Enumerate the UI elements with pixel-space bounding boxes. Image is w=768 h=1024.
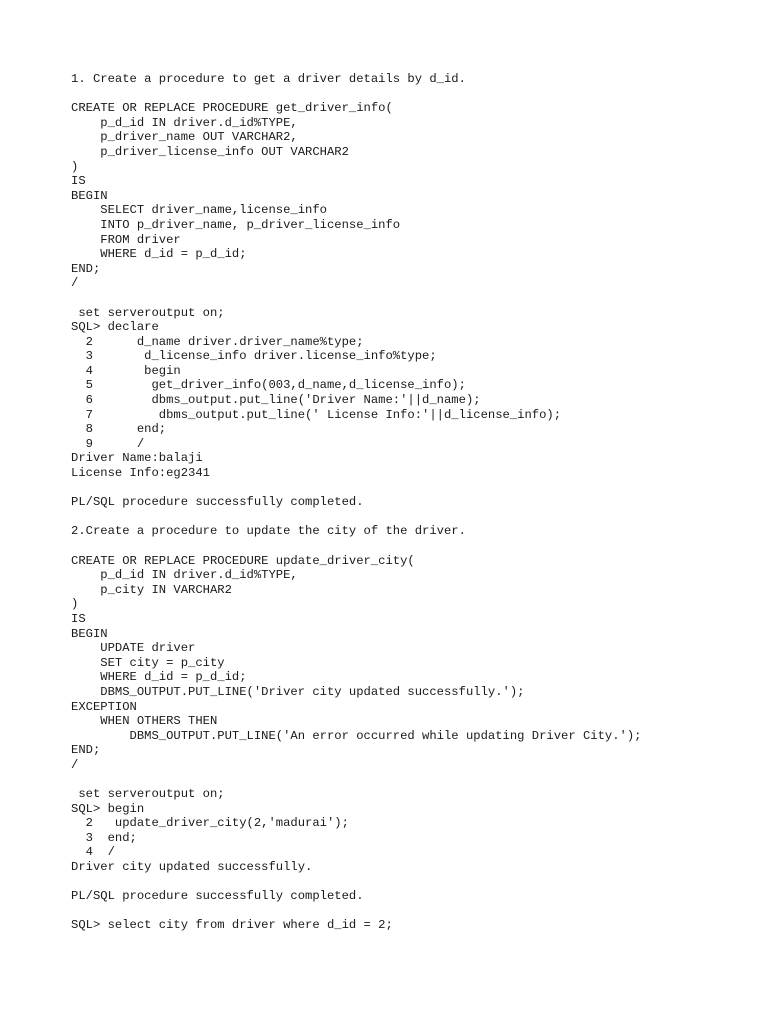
document-line: 2 update_driver_city(2,'madurai'); — [71, 816, 349, 831]
document-line: 8 end; — [71, 422, 167, 437]
document-line: SELECT driver_name,license_info — [71, 203, 327, 218]
document-line: p_city IN VARCHAR2 — [71, 582, 232, 597]
document-line: 3 d_license_info driver.license_info%type; — [71, 349, 437, 364]
document-body — [71, 72, 761, 933]
document-line: END; — [71, 743, 101, 758]
document-line: ) — [71, 159, 79, 174]
document-line: IS — [71, 611, 86, 626]
document-line: / — [71, 276, 79, 291]
document-line: 3 end; — [71, 830, 137, 845]
document-line: 7 dbms_output.put_line(' License Info:'||d_license_info); — [71, 407, 562, 422]
document-line: EXCEPTION — [71, 699, 137, 714]
document-line: / — [71, 757, 79, 772]
document-line: BEGIN — [71, 188, 108, 203]
document-line: SQL> select city from driver where d_id = 2; — [71, 918, 393, 933]
document-line: UPDATE driver — [71, 641, 196, 656]
document-line: 4 / — [71, 845, 115, 860]
document-line: p_driver_name OUT VARCHAR2, — [71, 130, 298, 145]
document-line: DBMS_OUTPUT.PUT_LINE('An error occurred while updating Driver City.'); — [71, 728, 642, 743]
document-line: 2.Create a procedure to update the city of the driver. — [71, 524, 466, 539]
document-line: WHERE d_id = p_d_id; — [71, 670, 247, 685]
document-line: SQL> begin — [71, 801, 145, 816]
document-line — [71, 539, 761, 554]
document-line: WHEN OTHERS THEN — [71, 714, 218, 729]
document-line: set serveroutput on; — [71, 787, 225, 802]
document-line: ) — [71, 597, 79, 612]
document-line — [71, 773, 761, 788]
document-line — [71, 481, 761, 496]
document-line: INTO p_driver_name, p_driver_license_info — [71, 217, 401, 232]
document-line — [71, 875, 761, 890]
document-line: 5 get_driver_info(003,d_name,d_license_info); — [71, 378, 466, 393]
document-line: PL/SQL procedure successfully completed. — [71, 889, 364, 904]
document-line: BEGIN — [71, 626, 108, 641]
document-line: set serveroutput on; — [71, 305, 225, 320]
document-line: 2 d_name driver.driver_name%type; — [71, 334, 364, 349]
document-line: 4 begin — [71, 363, 181, 378]
document-line — [71, 291, 761, 306]
document-line: Driver Name:balaji — [71, 451, 203, 466]
document-line: FROM driver — [71, 232, 181, 247]
document-line: CREATE OR REPLACE PROCEDURE get_driver_info( — [71, 101, 393, 116]
document-line: END; — [71, 261, 101, 276]
document-line: License Info:eg2341 — [71, 466, 210, 481]
document-line — [71, 904, 761, 919]
document-line: 6 dbms_output.put_line('Driver Name:'||d_name); — [71, 393, 481, 408]
document-line: 9 / — [71, 436, 145, 451]
document-line: p_driver_license_info OUT VARCHAR2 — [71, 144, 349, 159]
document-line: DBMS_OUTPUT.PUT_LINE('Driver city updated successfully.'); — [71, 684, 525, 699]
document-line: 1. Create a procedure to get a driver details by d_id. — [71, 72, 466, 86]
document-line: SET city = p_city — [71, 655, 225, 670]
document-line: PL/SQL procedure successfully completed. — [71, 495, 364, 510]
document-line: SQL> declare — [71, 320, 159, 335]
document-line — [71, 87, 761, 102]
document-line: WHERE d_id = p_d_id; — [71, 247, 247, 262]
document-line: CREATE OR REPLACE PROCEDURE update_driver_city( — [71, 553, 415, 568]
document-line: Driver city updated successfully. — [71, 860, 313, 875]
document-line: p_d_id IN driver.d_id%TYPE, — [71, 568, 298, 583]
document-line: p_d_id IN driver.d_id%TYPE, — [71, 115, 298, 130]
document-line — [71, 510, 761, 525]
document-line: IS — [71, 174, 86, 189]
